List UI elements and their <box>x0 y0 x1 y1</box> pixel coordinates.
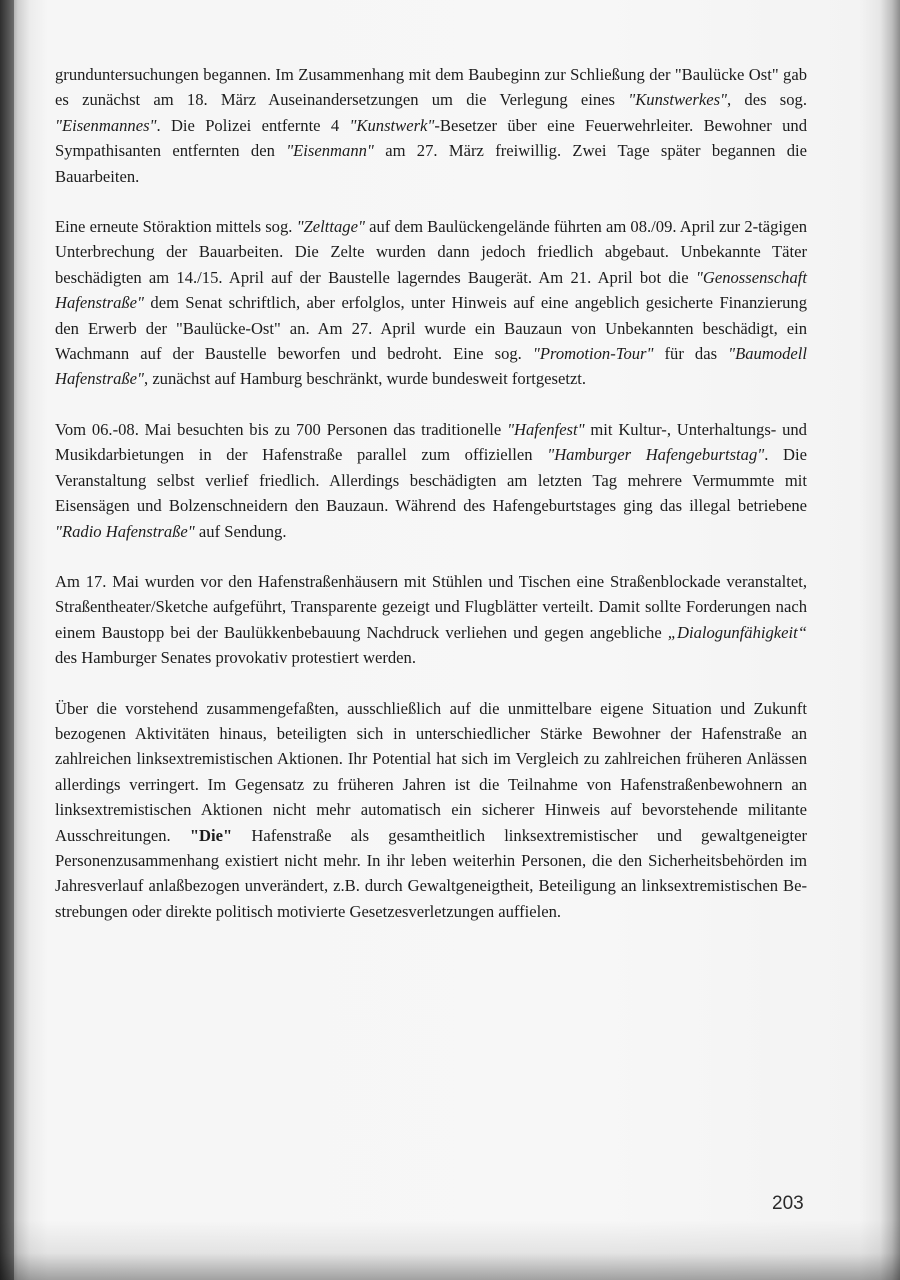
text-run: . Die Polizei entfernte 4 <box>156 115 350 135</box>
text-run: für das <box>653 344 729 364</box>
italic-text-run: "Hafenfest" <box>507 419 585 439</box>
paragraph <box>55 214 807 392</box>
italic-text-run: "Zelttage" <box>296 217 365 237</box>
paragraph <box>55 696 807 925</box>
italic-text-run: "Radio Hafenstraße" <box>55 521 195 541</box>
italic-text-run: "Baumodell Hafenstraße" <box>55 344 807 389</box>
text-run: am 27. März freiwillig. Zwei Tage später begannen die Bauarbeiten. <box>55 141 808 186</box>
italic-text-run: "Hamburger Hafengeburtstag" <box>547 445 765 465</box>
page-number: 203 <box>772 1193 804 1214</box>
bold-text-run: "Die" <box>189 825 233 845</box>
text-run: Am 17. Mai wurden vor den Hafenstraßenhäusern mit Stühlen und Tischen eine Straßenblockade veranstaltet, Straßentheater/Sketche aufgeführt, Transparente gezeigt und Flugblätter verteilt. Damit sollte Forderungen nach einem Baustopp bei der Baulükkenbebauung Nachdruck verliehen und gegen angebliche <box>55 571 807 642</box>
text-run: auf dem Baulückengelände führten am 08./09. April zur 2-tägigen Unterbrechung der Bauarbeiten. Die Zelte wurden dann jedoch friedlich abgebaut. Unbekannte Täter beschädigten am 14./15. April auf der Baustelle lagerndes Baugerät. Am 21. April bot die <box>55 217 807 287</box>
text-run: . Die Veranstaltung selbst verlief friedlich. Allerdings beschädigten am letzten Tag mehrere Vermummte mit Eisensägen und Bolzenschneidern den Bauzaun. Während des Hafengeburtstages ging das illegal betriebene <box>55 445 808 516</box>
italic-text-run: "Kunstwerk" <box>349 115 435 135</box>
italic-text-run: "Eisenmann" <box>286 141 374 161</box>
book-spine-shadow <box>0 0 14 1280</box>
text-run: des Hamburger Senates provokativ protestiert werden. <box>55 648 416 668</box>
text-run: Hafenstraße als gesamtheitlich linksextremistischer und gewaltgeneigter Personenzusammenhang existiert nicht mehr. In ihr leben weiterhin Personen, die den Sicherheitsbehörden im Jahresverlauf anlaßbezogen unverändert, z.B. durch Gewaltgeneigtheit, Beteiligung an linksextremistischen Bestrebungen oder direkte politisch motivierte Gesetzesverletzungen auffielen. <box>55 825 807 921</box>
bottom-edge-shadow <box>0 1220 900 1280</box>
paragraph <box>55 417 807 544</box>
italic-text-run: "Eisenmannes" <box>55 115 157 135</box>
italic-text-run: "Genossenschaft Hafenstraße" <box>55 267 807 313</box>
text-run: dem Senat schriftlich, aber erfolglos, unter Hinweis auf eine angeblich gesicherte Finanzierung den Erwerb der "Baulücke-Ost" an. Am 27. April wurde ein Bauzaun von Unbekannten beschädigt, ein Wachmann auf der Baustelle beworfen und bedroht. Eine sog. <box>55 293 807 364</box>
paragraph <box>55 62 807 189</box>
italic-text-run: "Promotion-Tour" <box>532 344 654 364</box>
text-run: grunduntersuchungen begannen. Im Zusammenhang mit dem Baubeginn zur Schließung der "Baulücke Ost" gab es zunächst am 18. März Auseinandersetzungen um die Verlegung eines <box>55 65 807 110</box>
italic-text-run: "Kunstwerkes" <box>628 90 728 110</box>
text-run: -Besetzer über eine Feuerwehrleiter. Bewohner und Sympathisanten entfernten den <box>55 115 807 161</box>
italic-text-run: „Dialogunfähigkeit“ <box>667 622 807 642</box>
paragraph <box>55 569 807 671</box>
text-run: auf Sendung. <box>194 521 287 541</box>
text-run: Über die vorstehend zusammengefaßten, ausschließlich auf die unmittelbare eigene Situation und Zukunft bezogenen Aktivitäten hinaus, beteiligten sich in unterschiedlicher Stärke Bewohner der Hafenstraße an zahlreichen linksextremistischen Aktionen. Ihr Potential hat sich im Vergleich zu zahlreichen früheren Anlässen allerdings verringert. Im Gegensatz zu früheren Jahren ist die Teilnahme von Hafenstraßenbewohnern an linksextremistischen Aktionen nicht mehr automatisch ein sicherer Hinweis auf bevorstehende militante Ausschreitungen. <box>55 698 807 845</box>
text-run: , des sog. <box>727 90 808 110</box>
text-run: Vom 06.-08. Mai besuchten bis zu 700 Personen das traditionelle <box>55 419 508 439</box>
text-run: mit Kultur-, Unterhaltungs- und Musikdarbietungen in der Hafenstraße parallel zum offiziellen <box>55 419 807 465</box>
text-run: Eine erneute Störaktion mittels sog. <box>55 217 297 237</box>
body-text <box>55 62 807 924</box>
text-run: , zunächst auf Hamburg beschränkt, wurde bundesweit fortgesetzt. <box>144 369 587 389</box>
